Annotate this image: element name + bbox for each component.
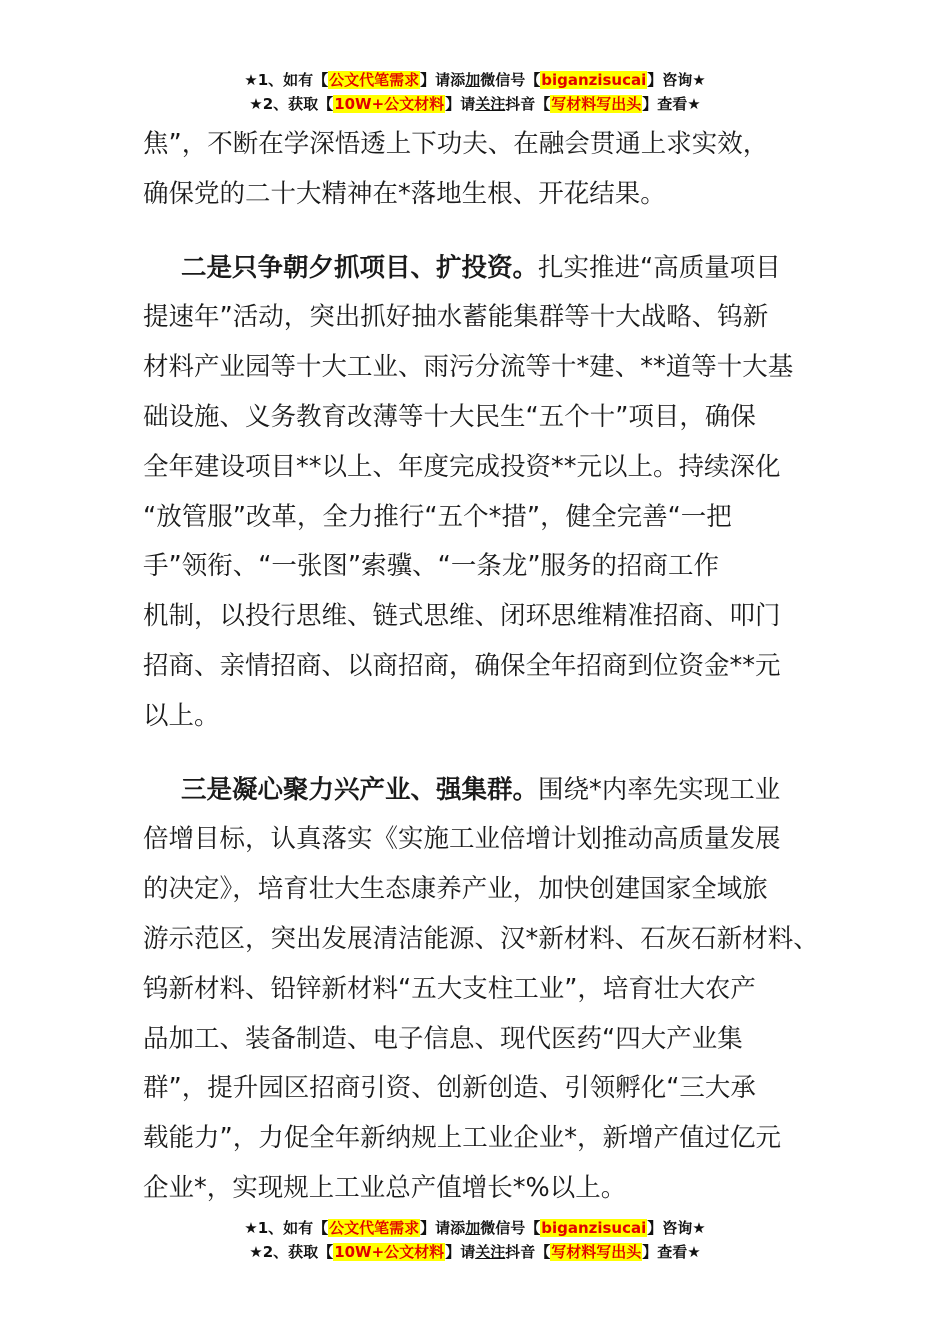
- banner-line-1: ★1、如有【公文代笔需求】请添加微信号【biganzisucai】咨询★: [244, 71, 706, 89]
- text-line: 确保党的二十大精神在*落地生根、开花结果。: [143, 178, 666, 209]
- text-line: 二是只争朝夕抓项目、扩投资。扎实推进“高质量项目: [181, 252, 781, 283]
- text-line: 载能力”，力促全年新纳规上工业企业*，新增产值过亿元: [143, 1123, 781, 1154]
- paragraph-heading: 三是凝心聚力兴产业、强集群。: [181, 774, 539, 805]
- paragraph-projects: [143, 244, 815, 742]
- text-line: 游示范区，突出发展清洁能源、汉*新材料、石灰石新材料、: [143, 923, 819, 954]
- text-line: 手”领衔、“一张图”索骥、“一条龙”服务的招商工作: [143, 551, 720, 582]
- text-line: 焦”，不断在学深悟透上下功夫、在融会贯通上求实效，: [143, 129, 769, 159]
- banner-highlight-service: 公文代笔需求: [329, 71, 420, 89]
- top-banner: [0, 68, 950, 116]
- banner-highlight-douyin: 写材料写出头: [551, 95, 642, 113]
- text-line: 础设施、义务教育改薄等十大民生“五个十”项目，确保: [143, 401, 756, 432]
- text-line: 材料产业园等十大工业、雨污分流等十*建、**道等十大基: [143, 352, 794, 383]
- text-line: 钨新材料、铅锌新材料“五大支柱工业”，培育壮大农产: [143, 973, 756, 1004]
- text-line: 以上。: [143, 700, 220, 731]
- text-line: 三是凝心聚力兴产业、强集群。围绕*内率先实现工业: [181, 774, 781, 805]
- banner-highlight-materials: 10W+公文材料: [334, 95, 445, 113]
- paragraph-continuation: [143, 120, 815, 220]
- text-line: “放管服”改革，全力推行“五个*措”，健全完善“一把: [143, 501, 732, 532]
- banner-line-2: ★2、获取【10W+公文材料】请关注抖音【写材料写出头】查看★: [249, 95, 701, 113]
- text-line: 倍增目标，认真落实《实施工业倍增计划推动高质量发展: [143, 824, 781, 855]
- text-line: 招商、亲情招商、以商招商，确保全年招商到位资金**元: [143, 650, 781, 681]
- text-line: 群”，提升园区招商引资、创新创造、引领孵化“三大承: [143, 1073, 756, 1104]
- text-line: 机制，以投行思维、链式思维、闭环思维精准招商、叩门: [143, 601, 781, 632]
- banner-line-2: ★2、获取【10W+公文材料】请关注抖音【写材料写出头】查看★: [249, 1243, 701, 1261]
- banner-highlight-wechat-id: biganzisucai: [541, 1219, 647, 1237]
- banner-highlight-douyin: 写材料写出头: [551, 1243, 642, 1261]
- banner-highlight-wechat-id: biganzisucai: [541, 71, 647, 89]
- text-line: 品加工、装备制造、电子信息、现代医药“四大产业集: [143, 1023, 743, 1054]
- banner-highlight-service: 公文代笔需求: [329, 1219, 420, 1237]
- banner-highlight-materials: 10W+公文材料: [334, 1243, 445, 1261]
- paragraph-industry: [143, 766, 819, 1214]
- paragraph-heading: 二是只争朝夕抓项目、扩投资。: [181, 252, 539, 283]
- text-line: 的决定》，培育壮大生态康养产业，加快创建国家全域旅: [143, 874, 768, 905]
- banner-line-1: ★1、如有【公文代笔需求】请添加微信号【biganzisucai】咨询★: [244, 1219, 706, 1237]
- text-line: 全年建设项目**以上、年度完成投资**元以上。持续深化: [143, 451, 781, 482]
- bottom-banner: [0, 1216, 950, 1264]
- text-line: 企业*，实现规上工业总产值增长*%以上。: [143, 1172, 627, 1203]
- document-body: [143, 120, 819, 1214]
- text-line: 提速年”活动，突出抓好抽水蓄能集群等十大战略、钨新: [143, 302, 769, 333]
